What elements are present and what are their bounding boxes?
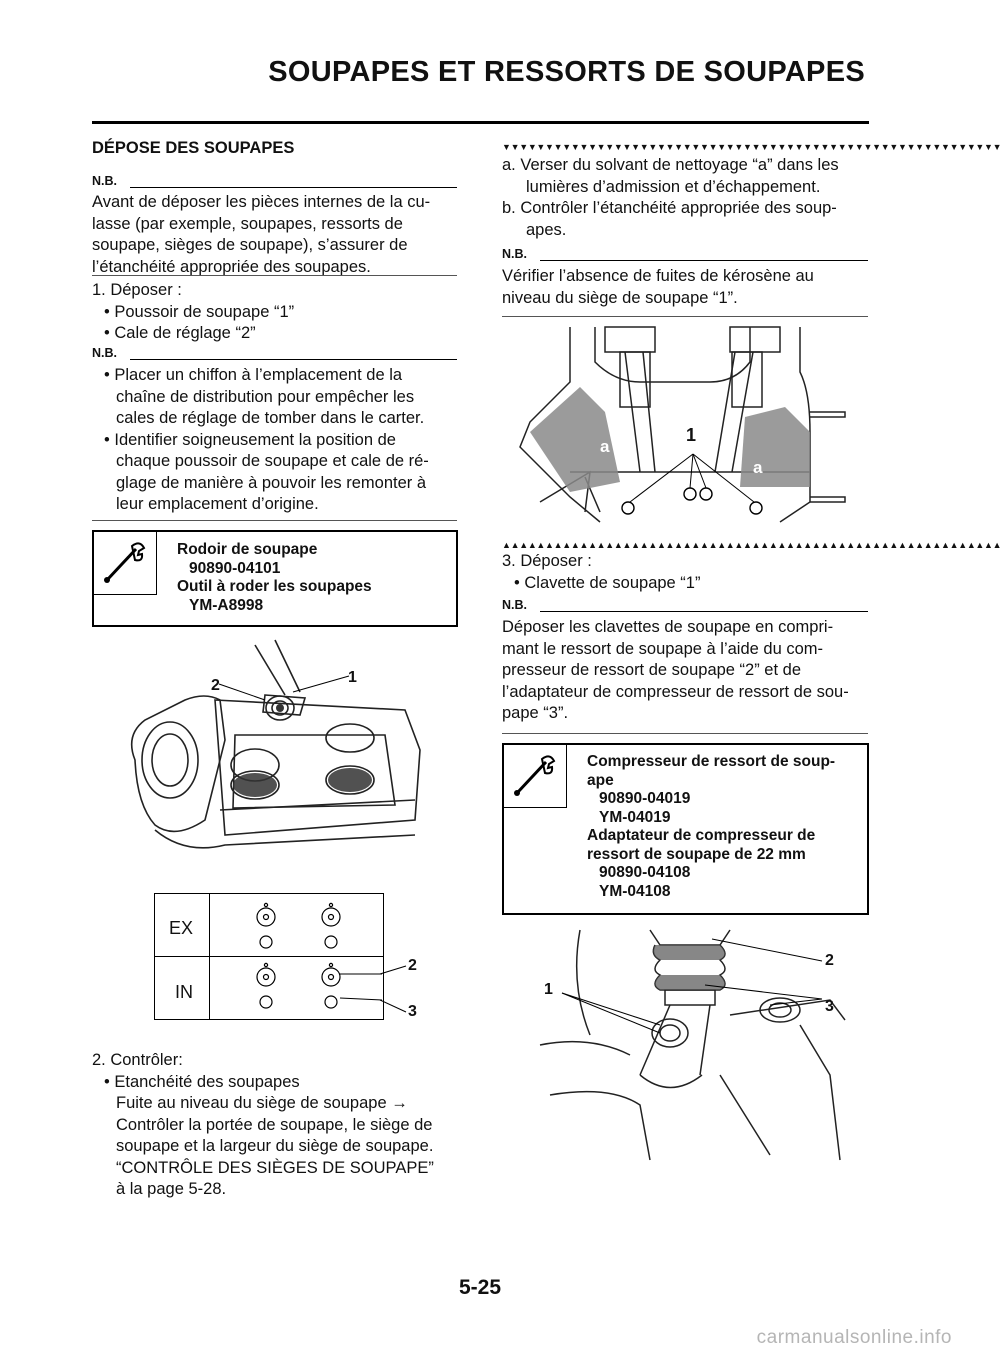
- nb-end-rule: [502, 733, 868, 734]
- cylinder-head-tappet-illustration: [115, 640, 445, 860]
- nb-text: Avant de déposer les pièces internes de la cu- lasse (par exemple, soupapes, ressorts de soupape, sièges de soupape), s’assurer de l’étanchéité appropriée des soupapes.: [92, 193, 431, 276]
- step-1: 1. Déposer : • Poussoir de soupape “1” • Cale de réglage “2”: [92, 281, 295, 342]
- callout-label: 2: [408, 957, 417, 974]
- callout-leaders: [340, 960, 390, 1020]
- callout-label: a: [600, 437, 610, 456]
- tool-name: ressort de soupape de 22 mm: [587, 845, 806, 863]
- procedure-end-marker: ▲▲▲▲▲▲▲▲▲▲▲▲▲▲▲▲▲▲▲▲▲▲▲▲▲▲▲▲▲▲▲▲▲▲▲▲▲▲▲▲▲▲▲▲▲▲▲▲▲▲▲▲▲▲▲▲▲▲: [502, 540, 1001, 550]
- sub-steps: a. Verser du solvant de nettoyage “a” dans les lumières d’admission et d’échappement. b. Contrôler l’étanchéité appropriée des soup- apes.: [502, 156, 839, 239]
- tool-part-number: 90890-04101: [189, 559, 281, 577]
- nb-rule: [540, 260, 868, 261]
- callout-label: 3: [825, 998, 834, 1015]
- callout-label: 3: [408, 1003, 417, 1020]
- nb-text: Déposer les clavettes de soupape en compri- mant le ressort de soupape à l’aide du com- presseur de ressort de soupape “2” et de l’adaptateur de compresseur de ressort de sou- pape “3”.: [502, 618, 849, 722]
- tool-part-number: YM-04019: [599, 808, 671, 826]
- header-rule: [92, 121, 869, 124]
- procedure-start-marker: ▼▼▼▼▼▼▼▼▼▼▼▼▼▼▼▼▼▼▼▼▼▼▼▼▼▼▼▼▼▼▼▼▼▼▼▼▼▼▼▼▼▼▼▼▼▼▼▼▼▼▼▼▼▼▼▼▼▼: [502, 142, 1001, 152]
- callout-label: 2: [825, 952, 834, 969]
- callout-label: a: [753, 458, 763, 477]
- tool-part-number: YM-A8998: [189, 596, 264, 614]
- nb-end-rule: [92, 275, 457, 276]
- valve-spring-compressor-illustration: [530, 925, 850, 1160]
- tool-name: Outil à roder les soupapes: [177, 578, 372, 595]
- callout-label: 1: [686, 425, 697, 445]
- section-heading: DÉPOSE DES SOUPAPES: [92, 139, 295, 157]
- nb-rule: [540, 611, 868, 612]
- special-tool-box: [92, 530, 458, 627]
- tool-name: ape: [587, 771, 614, 789]
- nb-label: N.B.: [502, 598, 527, 612]
- nb-text: • Placer un chiffon à l’emplacement de la chaîne de distribution pour empêcher les cales de réglage de tomber dans le carter. • Identifier soigneusement la position de chaque poussoir de soupape et cale de ré- glage de manière à pouvoir les remonter à leur emplacement d’origine.: [104, 366, 429, 513]
- watermark: carmanualsonline.info: [756, 1327, 952, 1348]
- tool-name: Compresseur de ressort de soup-: [587, 753, 836, 770]
- valve-leak-test-illustration: [510, 322, 855, 527]
- callout-label: 1: [544, 981, 553, 998]
- nb-label: N.B.: [92, 346, 117, 360]
- special-tool-box: [502, 743, 869, 915]
- nb-label: N.B.: [92, 174, 117, 188]
- page-title: SOUPAPES ET RESSORTS DE SOUPAPES: [268, 56, 865, 88]
- intake-label: IN: [175, 982, 193, 1002]
- wrench-icon: [504, 745, 567, 808]
- nb-rule: [130, 187, 457, 188]
- tool-name: Rodoir de soupape: [177, 541, 318, 558]
- nb-rule: [130, 359, 457, 360]
- step-2: 2. Contrôler: • Etanchéité des soupapes Fuite au niveau du siège de soupape → Contrôler la portée de soupape, le siège de soupape et la largeur du siège de soupape. “CONTRÔLE DES SIÈGES DE SOUPAPE” à la page 5-28.: [92, 1051, 434, 1198]
- nb-label: N.B.: [502, 247, 527, 261]
- nb-end-rule: [92, 520, 457, 521]
- tool-part-number: 90890-04108: [599, 864, 691, 881]
- callout-label: 2: [211, 677, 220, 694]
- step-3: 3. Déposer : • Clavette de soupape “1”: [502, 552, 701, 592]
- tool-name: Adaptateur de compresseur de: [587, 827, 816, 844]
- nb-end-rule: [502, 316, 868, 317]
- exhaust-label: EX: [169, 918, 194, 938]
- nb-text: Vérifier l’absence de fuites de kérosène au niveau du siège de soupape “1”.: [502, 267, 814, 307]
- page-number: 5-25: [458, 1276, 502, 1299]
- callout-label: 1: [348, 669, 357, 686]
- tool-part-number: YM-04108: [599, 882, 671, 900]
- tool-part-number: 90890-04019: [599, 790, 691, 807]
- wrench-icon: [94, 532, 157, 595]
